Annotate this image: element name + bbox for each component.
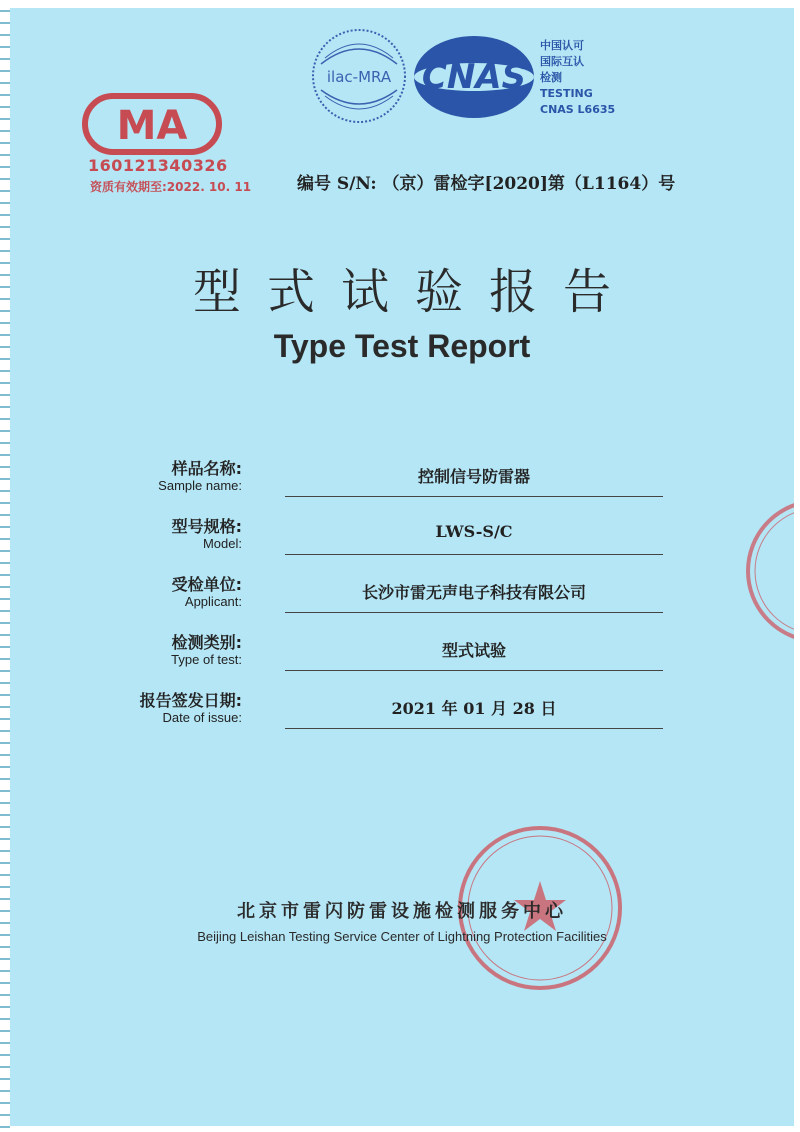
report-cover-page <box>10 8 794 1126</box>
field-sample-name <box>10 456 794 514</box>
report-title-cn: 型式试验报告 <box>192 264 637 320</box>
field-underline <box>285 496 663 497</box>
field-value: 控制信号防雷器 <box>417 467 530 486</box>
field-label-cn: 样品名称: <box>171 459 242 478</box>
report-serial-number: 编号 S/N: （京）雷检字[2020]第（L1164）号 <box>297 174 676 194</box>
field-value: 2021 年 01 月 28 日 <box>391 699 557 718</box>
field-applicant <box>10 572 794 630</box>
cma-logo <box>82 93 222 155</box>
issuing-organization-cn: 北京市雷闪防雷设施检测服务中心 <box>237 901 567 922</box>
field-label-cn: 型号规格: <box>171 517 242 536</box>
field-label-en: Applicant: <box>184 594 242 609</box>
field-label-en: Date of issue: <box>162 710 242 725</box>
field-label-en: Sample name: <box>158 478 242 493</box>
field-value: LWS-S/C <box>435 522 513 541</box>
cma-mark-text: MA <box>116 103 188 149</box>
field-underline <box>285 670 663 671</box>
ilac-mark-text: ilac-MRA <box>326 68 392 86</box>
field-label-en: Model: <box>202 536 242 551</box>
cnas-mark-text: CNAS <box>421 57 527 97</box>
issuing-organization-en: Beijing Leishan Testing Service Center of Lightning Protection Facilities <box>197 929 607 944</box>
cnas-line: 检测 <box>540 71 562 84</box>
field-underline <box>285 728 663 729</box>
field-underline <box>285 554 663 555</box>
cma-validity: 资质有效期至:2022. 10. 11 <box>90 180 252 194</box>
field-label-cn: 受检单位: <box>171 575 242 594</box>
field-value: 长沙市雷无声电子科技有限公司 <box>361 583 586 602</box>
cma-number: 160121340326 <box>88 156 228 175</box>
paper-binding-edge <box>0 0 10 1132</box>
report-title-en: Type Test Report <box>273 328 531 364</box>
cnas-accreditation-text <box>540 38 615 118</box>
field-model <box>10 514 794 572</box>
field-label-cn: 检测类别: <box>171 633 242 652</box>
cnas-line: 中国认可 <box>540 39 584 52</box>
field-label-en: Type of test: <box>171 652 242 667</box>
cnas-line: CNAS L6635 <box>540 103 616 116</box>
field-date-of-issue <box>10 688 794 746</box>
field-underline <box>285 612 663 613</box>
partial-seal <box>743 496 794 646</box>
field-type-of-test <box>10 630 794 688</box>
field-value: 型式试验 <box>441 641 506 660</box>
cnas-logo <box>412 34 536 120</box>
cnas-line: TESTING <box>540 87 593 100</box>
field-label-cn: 报告签发日期: <box>139 691 242 710</box>
ilac-mra-logo <box>307 26 412 126</box>
cnas-line: 国际互认 <box>540 55 584 68</box>
